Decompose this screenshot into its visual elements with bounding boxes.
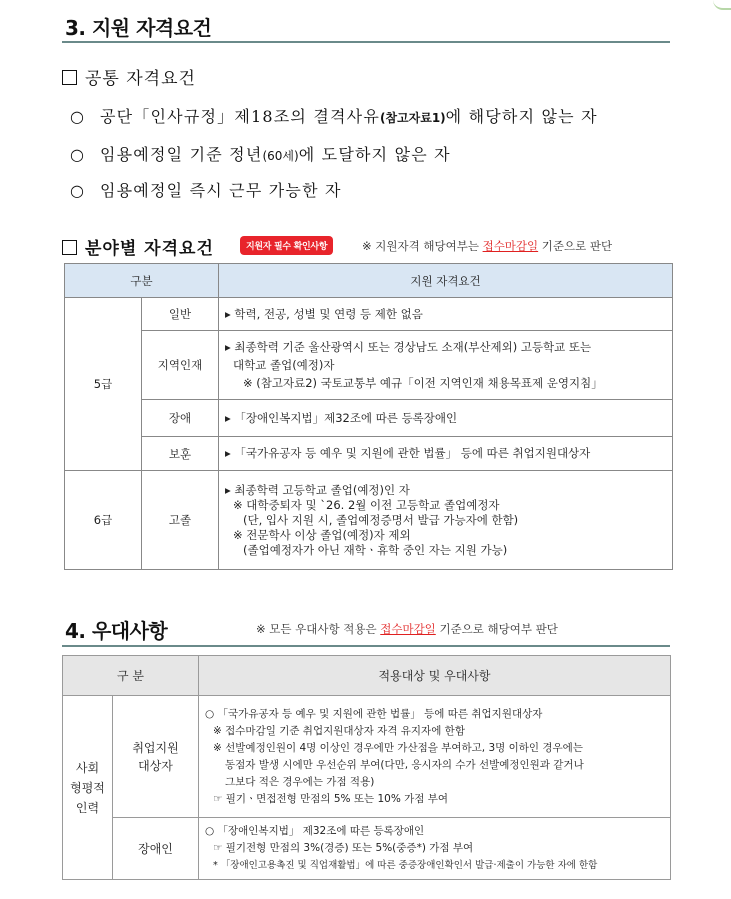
corner-decoration bbox=[713, 0, 731, 10]
table-row bbox=[65, 400, 673, 437]
checkbox-square-icon bbox=[62, 70, 77, 85]
preference-table bbox=[62, 655, 671, 880]
field-heading-text: 분야별 자격요건 bbox=[85, 239, 214, 259]
section3-divider bbox=[62, 41, 670, 43]
common-heading-text: 공통 자격요건 bbox=[85, 69, 196, 89]
requirement-general: ▸ 학력, 전공, 성별 및 연령 등 제한 없음 bbox=[219, 298, 673, 331]
requirement-regional: ▸ 최종학력 기준 울산광역시 또는 경상남도 소재(부산제외) 고등학교 또는 대학교 졸업(예정)자 ※ (참고자료2) 국토교통부 예규「이전 지역인재 채용목표제 운영지침」 bbox=[219, 331, 673, 400]
bullet-text: 임용예정일 즉시 근무 가능한 자 bbox=[100, 181, 342, 200]
type-regional: 지역인재 bbox=[142, 331, 219, 400]
required-check-badge: 지원자 필수 확인사항 bbox=[240, 236, 333, 255]
type-highschool: 고졸 bbox=[142, 471, 219, 570]
type-employment-support: 취업지원 대상자 bbox=[113, 696, 199, 818]
table-row bbox=[63, 818, 671, 880]
header-category: 구 분 bbox=[63, 656, 199, 696]
section3-title: 3. 지원 자격요건 bbox=[65, 16, 212, 40]
type-disabled-person: 장애인 bbox=[113, 818, 199, 880]
preference-disabled: ○ 「장애인복지법」 제32조에 따른 등록장애인 ☞ 필기전형 만점의 3%(경증) 또는 5%(중증*) 가점 부여 * 「장애인고용촉진 및 직업재활법」에 따른 중증장애인확인서 발급·제출이 가능한 자에 한함 bbox=[199, 818, 671, 880]
table-row bbox=[63, 696, 671, 818]
checkbox-square-icon bbox=[62, 240, 77, 255]
table-row bbox=[65, 471, 673, 570]
type-disabled: 장애 bbox=[142, 400, 219, 437]
section4-title: 4. 우대사항 bbox=[65, 619, 168, 643]
header-category: 구분 bbox=[65, 264, 219, 298]
header-requirements: 지원 자격요건 bbox=[219, 264, 673, 298]
table-header-row bbox=[65, 264, 673, 298]
common-bullet bbox=[70, 104, 598, 127]
preference-employment-support: ○ 「국가유공자 등 예우 및 지원에 관한 법률」 등에 따른 취업지원대상자 ※ 접수마감일 기준 취업지원대상자 자격 유지자에 한함 ※ 선발예정인원이 4명 이상인 경우에만 가산점을 부여하고, 3명 이하인 경우에는 동점자 발생 시에만 우선순위 부여(다만, 응시자의 수가 선발예정인원과 같거나 그보다 적은 경우에는 가점 적용) ☞ 필기ㆍ면접전형 만점의 5% 또는 10% 가점 부여 bbox=[199, 696, 671, 818]
circle-bullet-icon: ○ bbox=[70, 145, 86, 164]
qualification-table bbox=[64, 263, 673, 570]
common-bullet bbox=[70, 178, 342, 201]
section4-divider bbox=[62, 645, 670, 647]
type-veteran: 보훈 bbox=[142, 437, 219, 471]
preference-criteria-note: ※ 모든 우대사항 적용은 접수마감일 기준으로 해당여부 판단 bbox=[256, 622, 558, 636]
table-row bbox=[65, 298, 673, 331]
common-bullet bbox=[70, 142, 451, 165]
deadline-highlight: 접수마감일 bbox=[482, 239, 539, 253]
type-general: 일반 bbox=[142, 298, 219, 331]
table-row bbox=[65, 331, 673, 400]
requirement-highschool: ▸ 최종학력 고등학교 졸업(예정)인 자 ※ 대학중퇴자 및 `26. 2월 이전 고등학교 졸업예정자 (단, 입사 지원 시, 졸업예정증명서 발급 가능자에 한함) ※ 전문학사 이상 졸업(예정)자 제외 (졸업예정자가 아닌 재학ㆍ휴학 중인 자는 지원 가능) bbox=[219, 471, 673, 570]
bullet-text-tail: 에 해당하지 않는 자 bbox=[445, 107, 598, 126]
deadline-highlight: 접수마감일 bbox=[380, 622, 436, 636]
common-requirements-heading bbox=[62, 64, 196, 89]
circle-bullet-icon: ○ bbox=[70, 181, 86, 200]
social-equity-group: 사회 형평적 인력 bbox=[63, 696, 113, 880]
bullet-reference: (참고자료1) bbox=[379, 111, 446, 125]
table-row bbox=[65, 437, 673, 471]
bullet-reference: (60세) bbox=[262, 149, 299, 163]
circle-bullet-icon: ○ bbox=[70, 107, 86, 126]
header-preference: 적용대상 및 우대사항 bbox=[199, 656, 671, 696]
bullet-text: 공단「인사규정」제18조의 결격사유 bbox=[100, 107, 380, 126]
field-criteria-note: ※ 지원자격 해당여부는 접수마감일 기준으로 판단 bbox=[362, 239, 613, 253]
table-header-row bbox=[63, 656, 671, 696]
requirement-veteran: ▸ 「국가유공자 등 예우 및 지원에 관한 법률」 등에 따른 취업지원대상자 bbox=[219, 437, 673, 471]
bullet-text-tail: 에 도달하지 않은 자 bbox=[298, 145, 451, 164]
bullet-text: 임용예정일 기준 정년 bbox=[100, 145, 263, 164]
grade-5-cell: 5급 bbox=[65, 298, 142, 471]
grade-6-cell: 6급 bbox=[65, 471, 142, 570]
field-requirements-heading bbox=[62, 234, 214, 259]
requirement-disabled: ▸ 「장애인복지법」제32조에 따른 등록장애인 bbox=[219, 400, 673, 437]
